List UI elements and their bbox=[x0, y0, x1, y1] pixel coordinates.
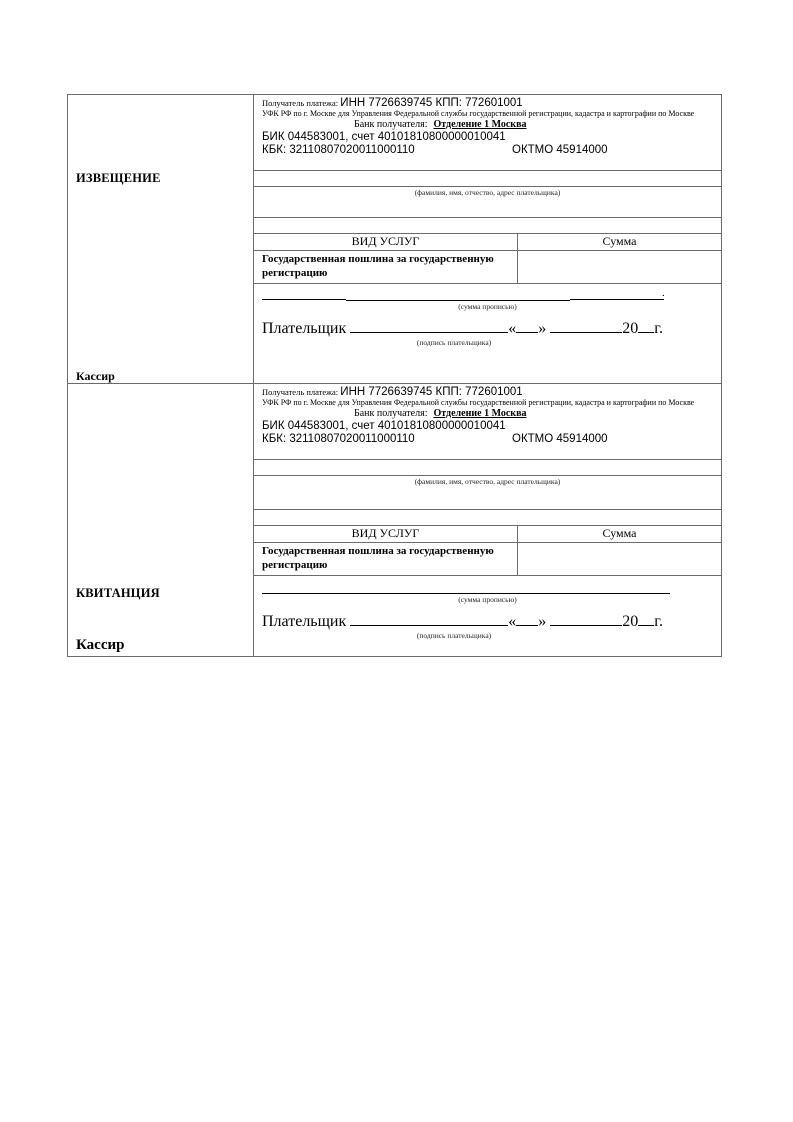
payer-name-field[interactable] bbox=[254, 459, 721, 475]
signature-area bbox=[254, 575, 721, 659]
day-field[interactable] bbox=[516, 319, 538, 333]
payer-hint: (фамилия, имя, отчество, адрес плательщика) bbox=[414, 188, 561, 197]
amount-field[interactable] bbox=[518, 543, 721, 575]
bank-label: Банк получателя: bbox=[354, 119, 428, 130]
month-field[interactable] bbox=[550, 319, 622, 333]
receipt-cashier-label: Кассир bbox=[76, 637, 125, 653]
bank-name: Отделение 1 Москва bbox=[433, 119, 527, 130]
amount-words-end: . bbox=[662, 287, 665, 299]
service-name: Государственная пошлина за государственную регистрацию bbox=[254, 543, 518, 575]
payer-signature-field[interactable] bbox=[350, 612, 508, 626]
payer-signature-field[interactable] bbox=[350, 319, 508, 333]
payer-signature-line bbox=[262, 319, 663, 338]
amount-words-line-2[interactable] bbox=[346, 300, 570, 301]
service-row bbox=[254, 542, 721, 575]
kbk: КБК: 32110807020011000110 bbox=[262, 433, 415, 445]
receipt-recipient-info bbox=[254, 384, 721, 459]
recipient-label: Получатель платежа: bbox=[262, 387, 339, 397]
bik-account: БИК 044583001, счет 40101810800000010041 bbox=[262, 131, 506, 143]
amount-words-line-3[interactable] bbox=[570, 299, 664, 300]
quote-open: « bbox=[508, 320, 517, 337]
service-row bbox=[254, 250, 721, 283]
year-suffix: г. bbox=[654, 613, 664, 630]
notice-recipient-info bbox=[254, 95, 721, 170]
service-name: Государственная пошлина за государственную регистрацию bbox=[254, 251, 518, 283]
month-field[interactable] bbox=[550, 612, 622, 626]
payer-hint: (фамилия, имя, отчество, адрес плательщика) bbox=[414, 477, 561, 486]
notice-section bbox=[68, 95, 721, 384]
payer-label: Плательщик bbox=[262, 613, 347, 630]
notice-title: ИЗВЕЩЕНИЕ bbox=[76, 171, 161, 185]
payer-address-row[interactable] bbox=[254, 186, 721, 217]
inn-kpp: ИНН 7726639745 КПП: 772601001 bbox=[340, 97, 523, 109]
payer-extra-field[interactable] bbox=[254, 217, 721, 233]
payer-extra-field[interactable] bbox=[254, 509, 721, 525]
payment-form bbox=[67, 94, 722, 657]
year-field[interactable] bbox=[638, 612, 654, 626]
kbk: КБК: 32110807020011000110 bbox=[262, 144, 415, 156]
oktmo: ОКТМО 45914000 bbox=[512, 433, 608, 445]
bank-name: Отделение 1 Москва bbox=[433, 408, 527, 419]
amount-header: Сумма bbox=[602, 234, 637, 248]
amount-field[interactable] bbox=[518, 251, 721, 283]
service-header: ВИД УСЛУГ bbox=[254, 526, 518, 542]
receipt-right-column bbox=[254, 384, 721, 656]
amount-words-line-1[interactable] bbox=[262, 299, 346, 300]
receipt-section bbox=[68, 384, 721, 656]
year-field[interactable] bbox=[638, 319, 654, 333]
service-header-row bbox=[254, 525, 721, 542]
payer-address-row[interactable] bbox=[254, 475, 721, 509]
receipt-title: КВИТАНЦИЯ bbox=[76, 586, 160, 600]
amount-words-hint: (сумма прописью) bbox=[458, 595, 517, 604]
inn-kpp: ИНН 7726639745 КПП: 772601001 bbox=[340, 386, 523, 398]
bik-account: БИК 044583001, счет 40101810800000010041 bbox=[262, 420, 506, 432]
year-prefix: 20 bbox=[622, 320, 639, 337]
service-header: ВИД УСЛУГ bbox=[254, 234, 518, 250]
payer-signature-line bbox=[262, 612, 663, 631]
notice-cashier-label: Кассир bbox=[76, 369, 115, 383]
quote-close: » bbox=[538, 613, 547, 630]
signature-hint: (подпись плательщика) bbox=[416, 631, 492, 640]
notice-left-column bbox=[68, 95, 254, 383]
recipient-name: УФК РФ по г. Москве для Управления Федеральной службы государственной регистрации, кадастра и картографии по Москве bbox=[262, 398, 695, 407]
payer-name-field[interactable] bbox=[254, 170, 721, 186]
payer-label: Плательщик bbox=[262, 320, 347, 337]
notice-right-column bbox=[254, 95, 721, 383]
service-header-row bbox=[254, 233, 721, 250]
quote-open: « bbox=[508, 613, 517, 630]
amount-words-hint: (сумма прописью) bbox=[458, 302, 517, 311]
bank-label: Банк получателя: bbox=[354, 408, 428, 419]
recipient-name: УФК РФ по г. Москве для Управления Федеральной службы государственной регистрации, кадастра и картографии по Москве bbox=[262, 109, 695, 118]
amount-header: Сумма bbox=[602, 526, 637, 540]
amount-words-line[interactable] bbox=[262, 593, 670, 594]
receipt-left-column bbox=[68, 384, 254, 656]
quote-close: » bbox=[538, 320, 547, 337]
recipient-label: Получатель платежа: bbox=[262, 98, 339, 108]
year-suffix: г. bbox=[654, 320, 664, 337]
signature-hint: (подпись плательщика) bbox=[416, 338, 492, 347]
oktmo: ОКТМО 45914000 bbox=[512, 144, 608, 156]
day-field[interactable] bbox=[516, 612, 538, 626]
signature-area bbox=[254, 283, 721, 386]
year-prefix: 20 bbox=[622, 613, 639, 630]
